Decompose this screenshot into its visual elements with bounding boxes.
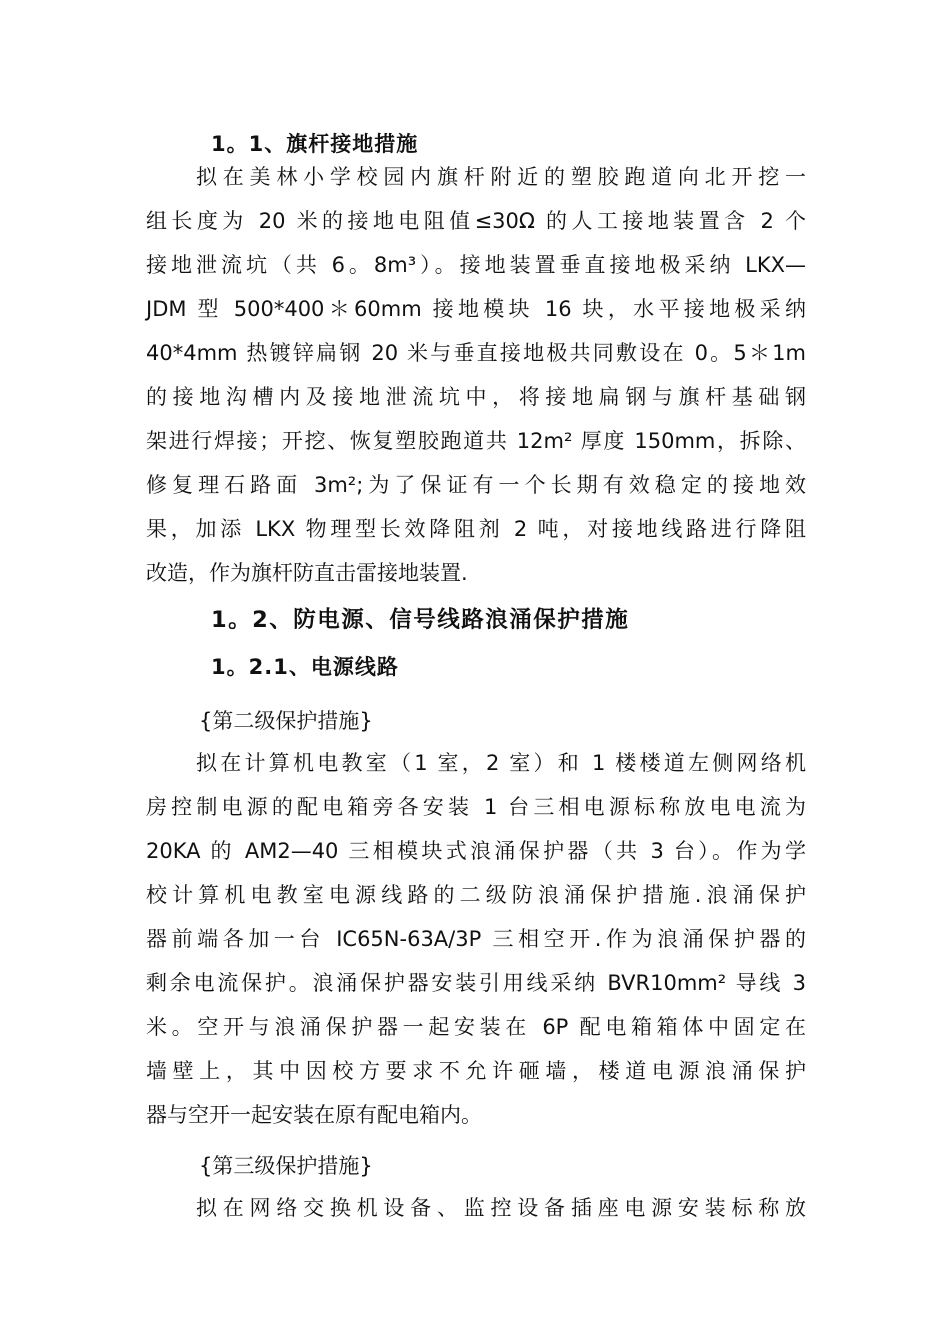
paragraph-line: 的接地沟槽内及接地泄流坑中，将接地扁钢与旗杆基础钢 <box>146 385 806 409</box>
paragraph-line: JDM 型 500*400＊60mm 接地模块 16 块，水平接地极采纳 <box>146 297 806 321</box>
paragraph-line: 拟在网络交换机设备、监控设备插座电源安装标称放 <box>196 1196 806 1220</box>
paragraph-line: 剩余电流保护。浪涌保护器安装引用线采纳 BVR10mm² 导线 3 <box>146 971 806 995</box>
paragraph-line: 墙壁上，其中因校方要求不允许砸墙，楼道电源浪涌保护 <box>146 1059 806 1083</box>
third-level-protection-label: {第三级保护措施} <box>199 1154 373 1178</box>
paragraph-line: 拟在美林小学校园内旗杆附近的塑胶跑道向北开挖一 <box>196 165 806 189</box>
paragraph-line: 架进行焊接；开挖、恢复塑胶跑道共 12m² 厚度 150mm，拆除、 <box>146 429 806 453</box>
heading-power-line: 1。2.1、电源线路 <box>211 655 399 679</box>
paragraph-line: 接地泄流坑（共 6。8m³）。接地装置垂直接地极采纳 LKX— <box>146 253 806 277</box>
paragraph-line: 修复理石路面 3m²;为了保证有一个长期有效稳定的接地效 <box>146 473 806 497</box>
heading-surge-protection: 1。2、防电源、信号线路浪涌保护措施 <box>211 607 630 633</box>
paragraph-line: 拟在计算机电教室（1 室，2 室）和 1 楼楼道左侧网络机 <box>196 751 806 775</box>
paragraph-line: 改造，作为旗杆防直击雷接地装置. <box>146 561 468 585</box>
paragraph-line: 房控制电源的配电箱旁各安装 1 台三相电源标称放电电流为 <box>146 795 806 819</box>
heading-flagpole-grounding: 1。1、旗杆接地措施 <box>211 132 419 156</box>
paragraph-line: 米。空开与浪涌保护器一起安装在 6P 配电箱箱体中固定在 <box>146 1015 806 1039</box>
paragraph-line: 组长度为 20 米的接地电阻值≤30Ω 的人工接地装置含 2 个 <box>146 209 806 233</box>
paragraph-line: 20KA 的 AM2—40 三相模块式浪涌保护器（共 3 台）。作为学 <box>146 839 806 863</box>
paragraph-line: 果，加添 LKX 物理型长效降阻剂 2 吨，对接地线路进行降阻 <box>146 517 806 541</box>
paragraph-line: 器与空开一起安装在原有配电箱内。 <box>146 1103 482 1127</box>
paragraph-line: 40*4mm 热镀锌扁钢 20 米与垂直接地极共同敷设在 0。5＊1m <box>146 341 806 365</box>
paragraph-line: 校计算机电教室电源线路的二级防浪涌保护措施.浪涌保护 <box>146 883 806 907</box>
second-level-protection-label: {第二级保护措施} <box>199 709 373 733</box>
paragraph-line: 器前端各加一台 IC65N-63A/3P 三相空开.作为浪涌保护器的 <box>146 927 806 951</box>
